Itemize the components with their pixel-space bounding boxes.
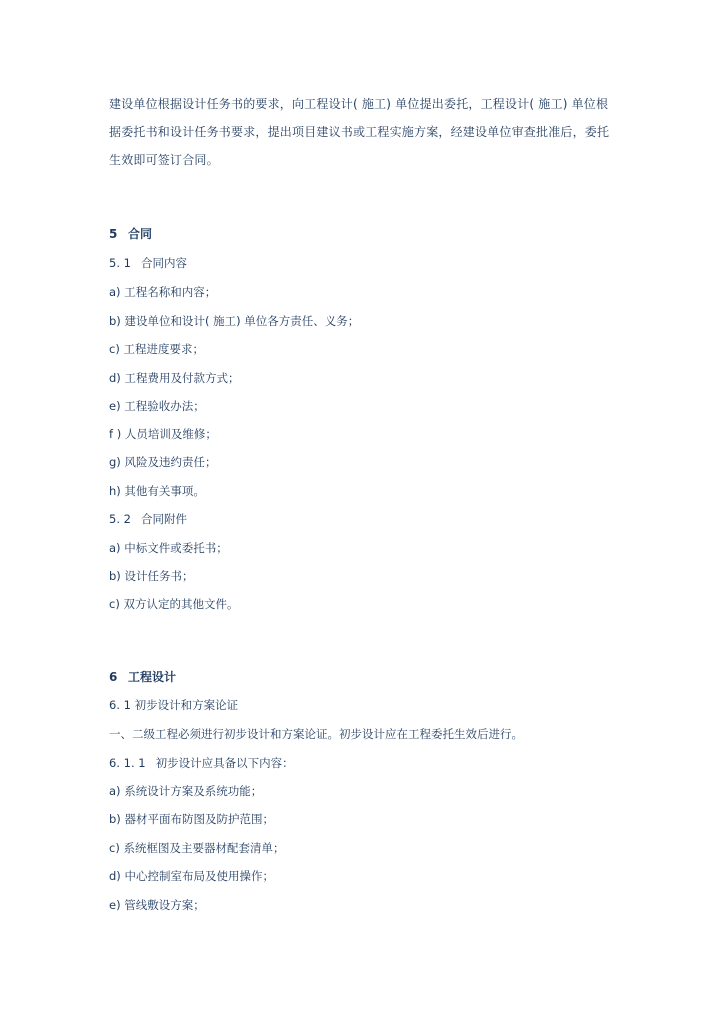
section-5-heading [109, 226, 152, 242]
list-item: c) 工程进度要求； [109, 342, 204, 356]
section-title: 合同 [128, 227, 153, 241]
list-item: d) 工程费用及付款方式； [109, 371, 240, 385]
list-item: h) 其他有关事项。 [109, 484, 205, 498]
subsection-number: 5. 1 [109, 256, 131, 270]
list-item: b) 建设单位和设计( 施工) 单位各方责任、义务； [109, 314, 360, 328]
list-item: g) 风险及违约责任； [109, 455, 217, 469]
section-number: 5 [109, 227, 118, 241]
list-item: b) 设计任务书； [109, 569, 194, 583]
list-item: e) 管线敷设方案； [109, 898, 205, 912]
list-item: a) 系统设计方案及系统功能； [109, 784, 263, 798]
subsection-6-1-heading: 6. 1 初步设计和方案论证 [109, 698, 239, 712]
list-item: e) 工程验收办法； [109, 399, 205, 413]
list-item: b) 器材平面布防图及防护范围； [109, 812, 274, 826]
subsection-title: 合同内容 [140, 256, 187, 270]
section-number: 6 [109, 670, 118, 684]
list-item: f ) 人员培训及维修； [109, 427, 217, 441]
list-item: c) 双方认定的其他文件。 [109, 597, 239, 611]
section-title: 工程设计 [128, 670, 177, 684]
list-item: a) 中标文件或委托书； [109, 541, 228, 555]
list-item: c) 系统框图及主要器材配套清单； [109, 841, 285, 855]
subsection-number: 6. 1. 1 [109, 756, 146, 770]
subsection-5-1-heading [109, 255, 187, 271]
intro-paragraph: 建设单位根据设计任务书的要求，向工程设计( 施工) 单位提出委托，工程设计( 施工) 单位根据委托书和设计任务书要求，提出项目建议书或工程实施方案，经建设单位审查批准后，委托生效即可签订合同。 [109, 97, 610, 167]
list-item: a) 工程名称和内容； [109, 285, 217, 299]
subsection-title: 合同附件 [140, 512, 187, 526]
subsection-6-1-1-heading [109, 755, 294, 771]
section-6-heading [109, 669, 176, 685]
subsection-number: 5. 2 [109, 512, 131, 526]
subsection-5-2-heading [109, 511, 187, 527]
section-6-1-paragraph: 一、二级工程必须进行初步设计和方案论证。初步设计应在工程委托生效后进行。 [109, 727, 523, 741]
list-item: d) 中心控制室布局及使用操作； [109, 869, 274, 883]
subsection-title: 初步设计应具备以下内容： [155, 756, 294, 770]
